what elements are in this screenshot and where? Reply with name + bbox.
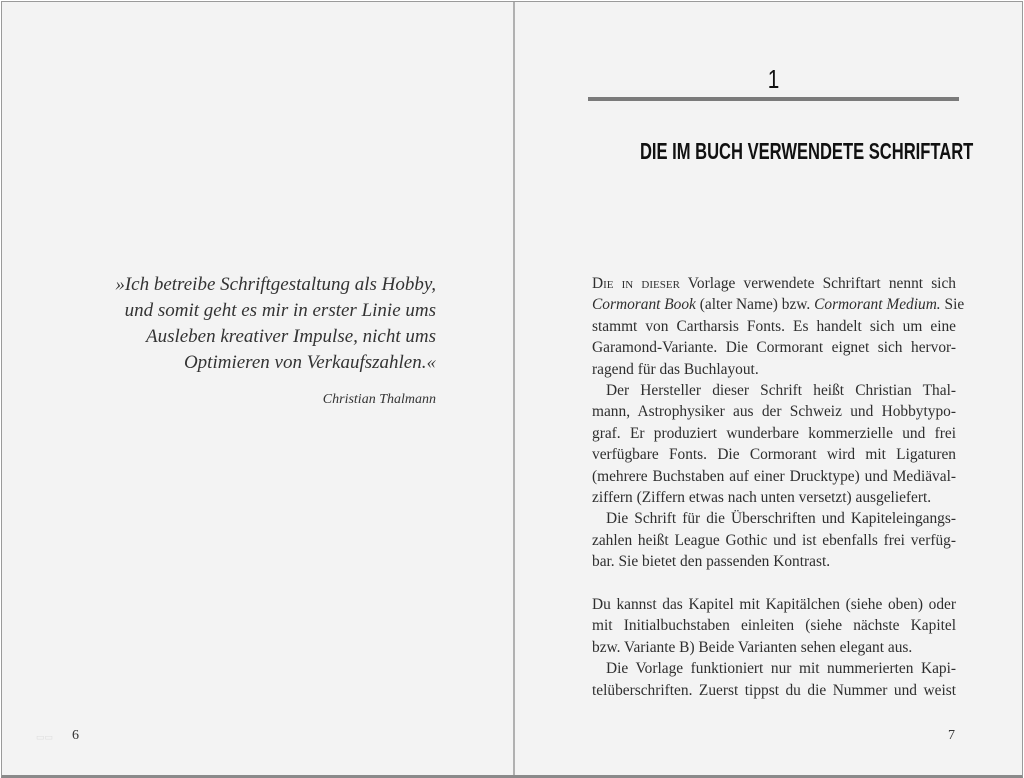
text-line: mit Initialbuchstaben einleiten (siehe nächste Kapitel <box>592 617 956 635</box>
text-line: telüberschriften. Zuerst tippst du die Nummer und weist <box>592 681 956 699</box>
paragraph-gap <box>592 573 956 594</box>
text-line: ziffern (Ziffern etwas nach unten versetzt) ausgeliefert. <box>592 489 932 507</box>
italic-text: Cormorant Medium. <box>814 296 941 314</box>
text-line: Die Schrift für die Überschriften und Kapiteleingangs- <box>606 510 956 528</box>
page-number-left: 6 <box>72 728 79 743</box>
text-line: (mehrere Buchstaben auf einer Drucktype) und Mediäval- <box>592 467 956 485</box>
text-line <box>592 294 965 315</box>
text-line: stammt von Cartharsis Fonts. Es handelt sich um eine <box>592 317 956 335</box>
text: (alter Name) bzw. <box>695 296 815 314</box>
text-line: graf. Er produziert wunderbare kommerzielle und frei <box>592 424 956 442</box>
quote-attribution: Christian Thalmann <box>322 392 436 407</box>
text-line: Du kannst das Kapitel mit Kapitälchen (siehe oben) oder <box>592 596 956 614</box>
quote-line: Optimieren von Verkaufszahlen.« <box>183 352 436 373</box>
text-line: bzw. Variante B) Beide Varianten sehen elegant aus. <box>592 638 913 656</box>
text-line: ragend für das Buchlayout. <box>592 360 759 378</box>
book-spread <box>1 1 1023 778</box>
text-line: Garamond-Variante. Die Cormorant eignet sich hervor- <box>592 339 956 357</box>
text: Sie <box>940 296 965 314</box>
body-text <box>592 273 965 701</box>
text-line: verfügbare Fonts. Die Cormorant wird mit Ligaturen <box>592 446 956 464</box>
text-line: Die Vorlage funktioniert nur mit nummerierten Kapi- <box>606 660 956 678</box>
italic-text: Cormorant Book <box>592 296 696 314</box>
quote-line: »Ich betreibe Schriftgestaltung als Hobby, <box>115 274 436 295</box>
text-line: Der Hersteller dieser Schrift heißt Christian Thal- <box>606 382 956 400</box>
quote-line: Ausleben kreativer Impulse, nicht ums <box>145 326 436 347</box>
watermark: ▭▭ <box>36 732 54 742</box>
page-number-right: 7 <box>948 728 955 743</box>
text-line: zahlen heißt League Gothic und ist ebenfalls frei verfüg- <box>592 531 956 549</box>
chapter-title: DIE IM BUCH VERWENDETE SCHRIFTART <box>639 138 974 164</box>
quote-line: und somit geht es mir in erster Linie ums <box>124 300 436 321</box>
text: Vorlage verwendete Schriftart nennt sich <box>679 275 956 292</box>
chapter-number: 1 <box>767 64 780 94</box>
smallcaps-lead: Die in dieser <box>592 275 680 292</box>
chapter-rule <box>588 97 959 101</box>
text-line <box>592 273 956 294</box>
spine-divider <box>513 2 515 775</box>
text-line: mann, Astrophysiker aus der Schweiz und Hobbytypo- <box>592 403 956 421</box>
text-line: bar. Sie bietet den passenden Kontrast. <box>592 553 831 571</box>
epigraph-quote <box>115 272 436 376</box>
